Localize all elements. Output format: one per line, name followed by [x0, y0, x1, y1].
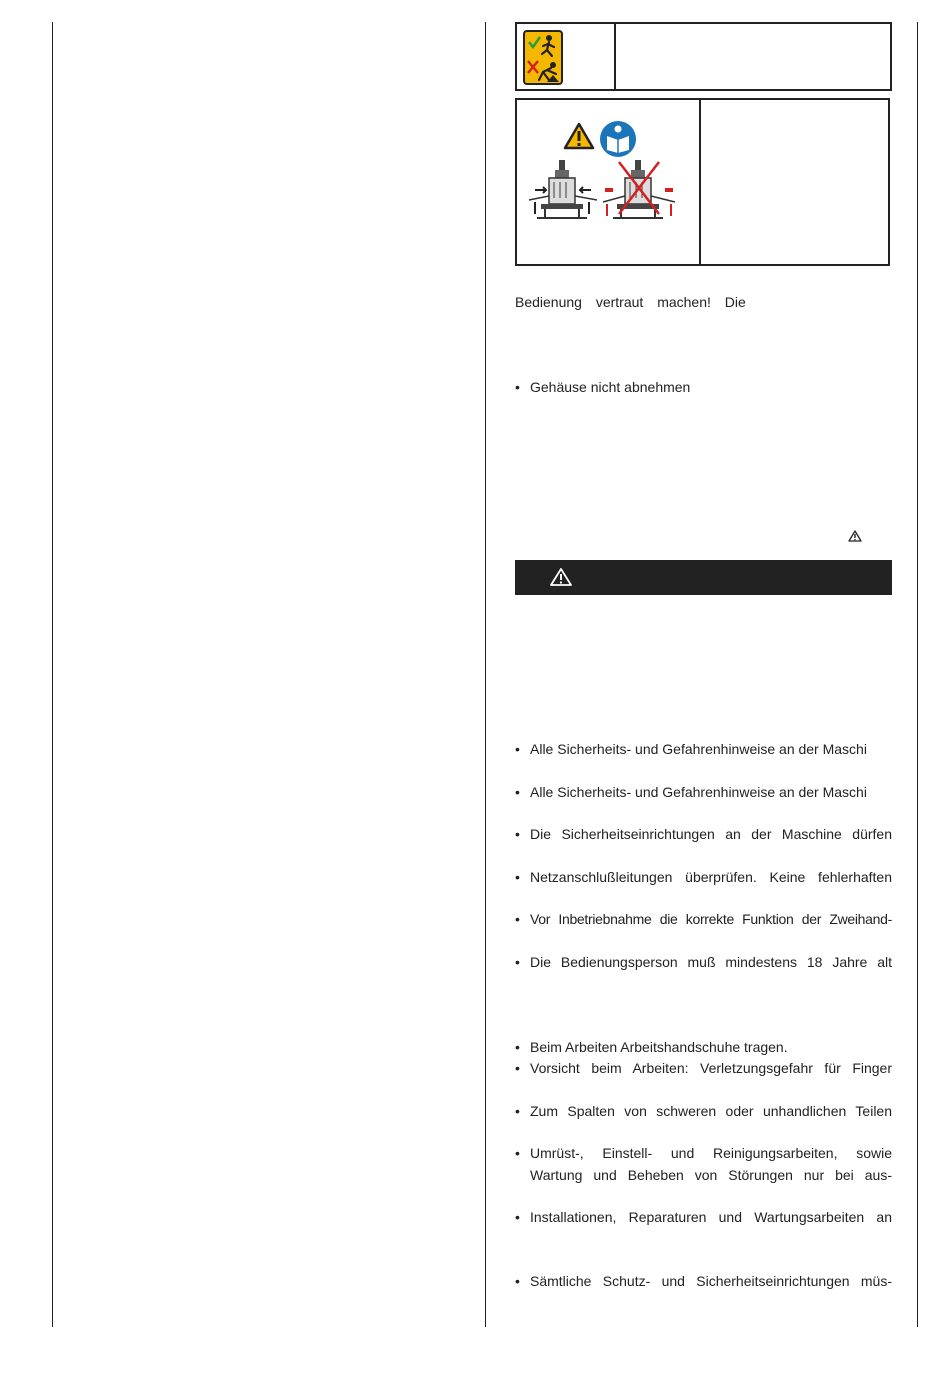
bullet-marker: • [515, 911, 520, 927]
read-manual-icon [599, 120, 637, 158]
pictogram-box-operation [515, 98, 890, 266]
warning-triangle-icon [563, 122, 595, 150]
list-item: Umrüst-, Einstell- und Reinigungsarbeiten, sowie [530, 1145, 892, 1161]
box-divider [699, 100, 701, 264]
bullet-marker: • [515, 1273, 520, 1289]
list-item: Alle Sicherheits- und Gefahrenhinweise an der Maschi [530, 784, 867, 800]
intro-bullet-item: Gehäuse nicht abnehmen [530, 379, 691, 395]
left-margin-rule [52, 22, 53, 1327]
list-item: Die Bedienungsperson muß mindestens 18 Jahre alt [530, 954, 892, 970]
bullet-marker: • [515, 379, 520, 395]
bullet-marker: • [515, 869, 520, 885]
bullet-marker: • [515, 741, 520, 757]
list-item: Die Sicherheitseinrichtungen an der Maschine dürfen [530, 826, 892, 842]
bullet-marker: • [515, 784, 520, 800]
bullet-marker: • [515, 1039, 520, 1055]
machine-operation-icon [527, 158, 599, 222]
list-item: Netzanschlußleitungen überprüfen. Keine fehlerhaften [530, 869, 892, 885]
bullet-marker: • [515, 1060, 520, 1076]
right-margin-rule [917, 22, 918, 1327]
bullet-marker: • [515, 1145, 520, 1161]
list-item: Alle Sicherheits- und Gefahrenhinweise an der Maschi [530, 741, 867, 757]
list-item: Installationen, Reparaturen und Wartungsarbeiten an [530, 1209, 892, 1225]
list-item-continuation: Wartung und Beheben von Störungen nur bei aus- [530, 1167, 892, 1183]
bullet-marker: • [515, 826, 520, 842]
box-divider [614, 24, 616, 89]
pictogram-box-bystander [515, 22, 892, 91]
warning-triangle-small-icon [848, 530, 862, 542]
bullet-marker: • [515, 954, 520, 970]
list-item: Beim Arbeiten Arbeitshandschuhe tragen. [530, 1039, 788, 1055]
center-column-rule [485, 22, 486, 1327]
bystander-warning-icon [523, 30, 563, 85]
list-item: Vor Inbetriebnahme die korrekte Funktion der Zweihand- [530, 911, 892, 927]
warning-header-bar [515, 560, 892, 595]
bullet-marker: • [515, 1103, 520, 1119]
list-item: Zum Spalten von schweren oder unhandlichen Teilen [530, 1103, 892, 1119]
intro-line: Bedienung vertraut machen! Die [515, 294, 746, 310]
prohibited-operation-icon [599, 158, 679, 222]
list-item: Sämtliche Schutz- und Sicherheitseinrichtungen müs- [530, 1273, 892, 1289]
warning-triangle-inverse-icon [549, 567, 573, 587]
bullet-marker: • [515, 1209, 520, 1225]
list-item: Vorsicht beim Arbeiten: Verletzungsgefahr für Finger [530, 1060, 892, 1076]
